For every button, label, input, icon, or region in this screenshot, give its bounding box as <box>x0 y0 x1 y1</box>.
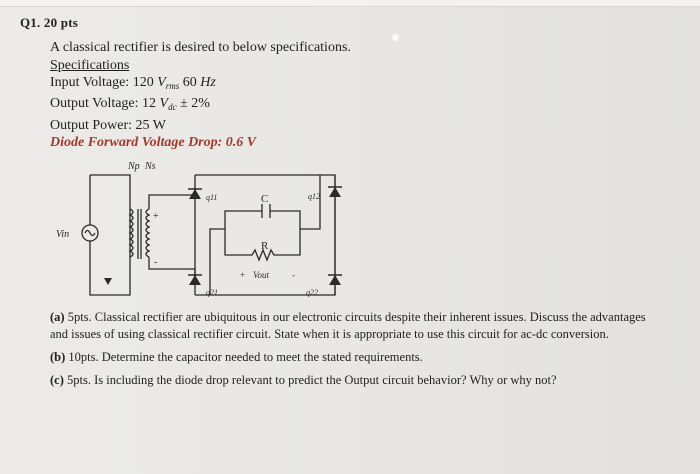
diode-drop-spec: Diode Forward Voltage Drop: 0.6 V <box>50 134 257 150</box>
np-label: Np <box>128 161 140 172</box>
question-intro: A classical rectifier is desired to below specifications. <box>50 40 351 55</box>
question-header: Q1. 20 pts <box>20 15 78 30</box>
light-glare <box>392 34 399 41</box>
diode-q11-label: q11 <box>206 193 218 202</box>
diode-q21-label: q21 <box>206 288 218 297</box>
diode-q22-label: q22 <box>306 288 318 297</box>
top-border <box>0 0 700 7</box>
part-c: (c) 5pts. Is including the diode drop relevant to predict the Output circuit behavior? Why or why not? <box>50 373 557 387</box>
specifications-title: Specifications <box>50 58 130 73</box>
resistor-label: R <box>261 240 269 252</box>
vout-label: Vout <box>253 270 270 280</box>
ns-label: Ns <box>145 161 156 172</box>
document-page <box>0 7 700 474</box>
diode-q12-label: q12 <box>308 192 320 201</box>
secondary-plus-label: + <box>153 211 159 222</box>
output-voltage-spec: Output Voltage: 12 $V_{dc} \pm 2\%$ <box>50 96 210 113</box>
secondary-minus-label: - <box>154 257 158 268</box>
part-b: (b) 10pts. Determine the capacitor needed to meet the stated requirements. <box>50 350 423 364</box>
question-parts <box>50 309 650 395</box>
vin-label: Vin <box>56 229 70 240</box>
capacitor-label: C <box>261 193 269 205</box>
output-power-spec: Output Power: 25 W <box>50 117 167 133</box>
specifications-block <box>50 57 256 151</box>
rectifier-circuit-diagram <box>50 157 370 307</box>
part-a: (a) 5pts. Classical rectifier are ubiquitous in our electronic circuits despite their inherent issues. Discuss the advantages and issues of using classical rectifier circuit. State when it is appropriate to use this circuit for ac-dc conversion. <box>50 310 646 341</box>
input-voltage-spec: Input Voltage: 120 $V_{rms}$ 60 Hz <box>50 75 216 92</box>
vout-minus-label: - <box>292 270 295 280</box>
vout-plus-label: + <box>240 270 246 280</box>
